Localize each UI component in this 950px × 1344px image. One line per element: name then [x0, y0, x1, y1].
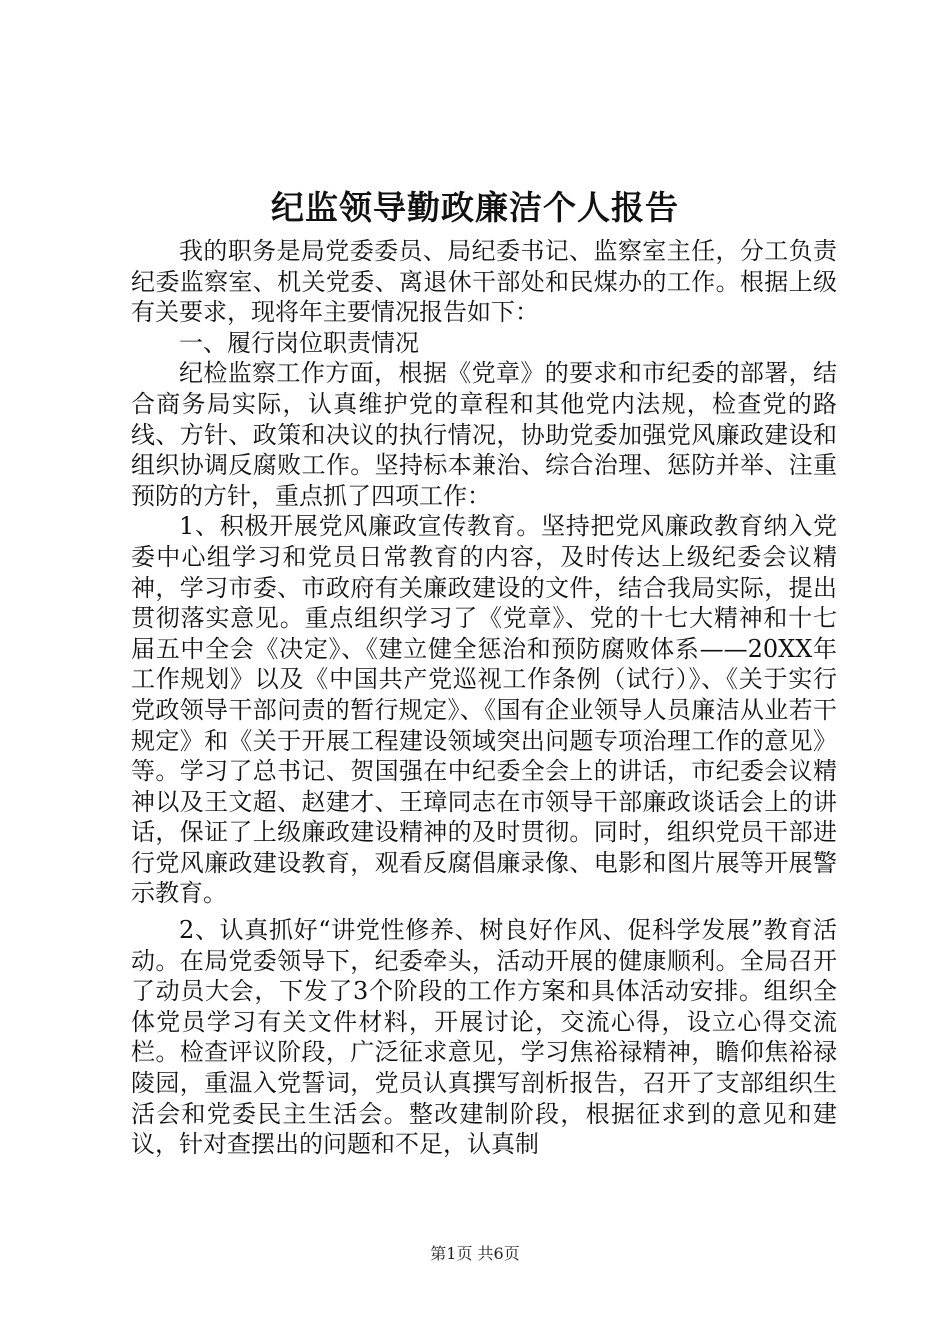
- document-title: 纪监领导勤政廉洁个人报告: [271, 188, 679, 227]
- paragraph-item-2: 2、认真抓好“讲党性修养、树良好作风、促科学发展”教育活动。在局党委领导下，纪委牵头，活动开展的健康顺利。全局召开了动员大会，下发了3个阶段的工作方案和具体活动安排。组织全体党员学习有关文件材料，开展讨论，交流心得，设立心得交流栏。检查评议阶段，广泛征求意见，学习焦裕禄精神，瞻仰焦裕禄陵园，重温入党誓词，党员认真撰写剖析报告，召开了支部组织生活会和党委民主生活会。整改建制阶段，根据征求到的意见和建议，针对查摆出的问题和不足，认真制: [131, 916, 837, 1159]
- paragraph-intro: 我的职务是局党委委员、局纪委书记、监察室主任，分工负责纪委监察室、机关党委、离退休干部处和民煤办的工作。根据上级有关要求，现将年主要情况报告如下：: [131, 237, 837, 327]
- paragraph-discipline-work: 纪检监察工作方面，根据《党章》的要求和市纪委的部署，结合商务局实际，认真维护党的章程和其他党内法规，检查党的路线、方针、政策和决议的执行情况，协助党委加强党风廉政建设和组织协调反腐败工作。坚持标本兼治、综合治理、惩防并举、注重预防的方针，重点抓了四项工作：: [131, 359, 837, 510]
- section-heading: 一、履行岗位职责情况: [179, 328, 419, 357]
- document-body: [131, 236, 837, 1160]
- page-footer: 第1页 共6页: [430, 1244, 520, 1263]
- paragraph-item-1: 1、积极开展党风廉政宣传教育。坚持把党风廉政教育纳入党委中心组学习和党员日常教育的内容，及时传达上级纪委会议精神，学习市委、市政府有关廉政建设的文件，结合我局实际，提出贯彻落实意见。重点组织学习了《党章》、党的十七大精神和十七届五中全会《决定》、《建立健全惩治和预防腐败体系——20XX年工作规划》以及《中国共产党巡视工作条例（试行）》、《关于实行党政领导干部问责的暂行规定》、《国有企业领导人员廉洁从业若干规定》和《关于开展工程建设领域突出问题专项治理工作的意见》等。学习了总书记、贺国强在中纪委全会上的讲话，市纪委会议精神以及王文超、赵建才、王璋同志在市领导干部廉政谈话会上的讲话，保证了上级廉政建设精神的及时贯彻。同时，组织党员干部进行党风廉政建设教育，观看反腐倡廉录像、电影和图片展等开展警示教育。: [131, 512, 837, 908]
